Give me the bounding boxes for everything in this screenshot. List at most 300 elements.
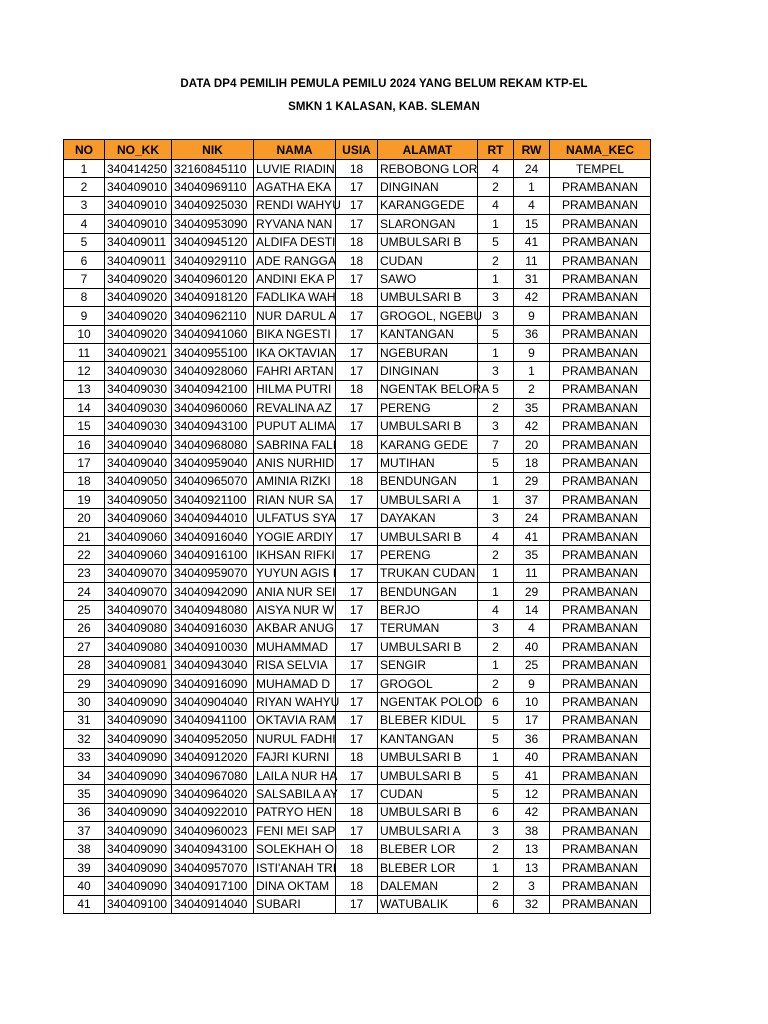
cell-usia[interactable]: 17 — [336, 196, 378, 214]
cell-nik[interactable]: 34040922010 — [172, 803, 254, 821]
cell-rw[interactable]: 9 — [514, 307, 550, 325]
cell-nama[interactable]: IKHSAN RIFKI — [254, 546, 336, 564]
cell-no-kk[interactable]: 340409100 — [105, 895, 172, 913]
cell-nik[interactable]: 34040960120 — [172, 270, 254, 288]
cell-rt[interactable]: 1 — [478, 748, 514, 766]
cell-rt[interactable]: 5 — [478, 233, 514, 251]
cell-rt[interactable]: 3 — [478, 822, 514, 840]
cell-nama-kec[interactable]: PRAMBANAN — [550, 288, 651, 306]
cell-usia[interactable]: 18 — [336, 748, 378, 766]
cell-no[interactable]: 35 — [64, 785, 105, 803]
cell-usia[interactable]: 17 — [336, 601, 378, 619]
cell-nik[interactable]: 34040945120 — [172, 233, 254, 251]
cell-rt[interactable]: 2 — [478, 251, 514, 269]
cell-nama-kec[interactable]: PRAMBANAN — [550, 251, 651, 269]
cell-no-kk[interactable]: 340409020 — [105, 288, 172, 306]
cell-nama[interactable]: NUR DARUL A — [254, 307, 336, 325]
cell-nama-kec[interactable]: PRAMBANAN — [550, 858, 651, 876]
cell-nama[interactable]: ADE RANGGA — [254, 251, 336, 269]
cell-no-kk[interactable]: 340409090 — [105, 766, 172, 784]
cell-nik[interactable]: 34040969110 — [172, 178, 254, 196]
cell-alamat[interactable]: DALEMAN — [378, 877, 478, 895]
cell-nama[interactable]: ULFATUS SYA — [254, 509, 336, 527]
cell-nik[interactable]: 34040964020 — [172, 785, 254, 803]
cell-nama[interactable]: RIYAN WAHYU — [254, 693, 336, 711]
header-rt[interactable]: RT — [478, 140, 514, 160]
cell-rw[interactable]: 3 — [514, 877, 550, 895]
cell-usia[interactable]: 17 — [336, 362, 378, 380]
cell-usia[interactable]: 17 — [336, 270, 378, 288]
cell-alamat[interactable]: UMBULSARI B — [378, 748, 478, 766]
cell-no[interactable]: 34 — [64, 766, 105, 784]
cell-nama[interactable]: SUBARI — [254, 895, 336, 913]
cell-nik[interactable]: 34040941100 — [172, 711, 254, 729]
cell-rw[interactable]: 4 — [514, 619, 550, 637]
cell-usia[interactable]: 18 — [336, 472, 378, 490]
cell-usia[interactable]: 17 — [336, 417, 378, 435]
cell-usia[interactable]: 18 — [336, 160, 378, 178]
cell-nama[interactable]: RIAN NUR SA — [254, 491, 336, 509]
cell-rw[interactable]: 13 — [514, 840, 550, 858]
cell-rt[interactable]: 5 — [478, 730, 514, 748]
cell-nama[interactable]: MUHAMMAD — [254, 638, 336, 656]
cell-no-kk[interactable]: 340409020 — [105, 307, 172, 325]
cell-alamat[interactable]: KANTANGAN — [378, 730, 478, 748]
cell-nama[interactable]: ISTI'ANAH TRI — [254, 858, 336, 876]
cell-nama[interactable]: NURUL FADHI — [254, 730, 336, 748]
cell-rw[interactable]: 38 — [514, 822, 550, 840]
cell-alamat[interactable]: REBOBONG LOR — [378, 160, 478, 178]
cell-nik[interactable]: 34040916100 — [172, 546, 254, 564]
cell-usia[interactable]: 17 — [336, 527, 378, 545]
cell-no[interactable]: 36 — [64, 803, 105, 821]
cell-nama[interactable]: SALSABILA AY — [254, 785, 336, 803]
cell-rw[interactable]: 29 — [514, 582, 550, 600]
cell-usia[interactable]: 17 — [336, 307, 378, 325]
cell-no-kk[interactable]: 340409090 — [105, 840, 172, 858]
cell-rw[interactable]: 1 — [514, 362, 550, 380]
cell-rt[interactable]: 1 — [478, 564, 514, 582]
cell-rw[interactable]: 32 — [514, 895, 550, 913]
cell-usia[interactable]: 18 — [336, 803, 378, 821]
cell-alamat[interactable]: UMBULSARI B — [378, 233, 478, 251]
cell-rt[interactable]: 6 — [478, 803, 514, 821]
cell-usia[interactable]: 17 — [336, 491, 378, 509]
cell-alamat[interactable]: BENDUNGAN — [378, 582, 478, 600]
cell-rw[interactable]: 42 — [514, 288, 550, 306]
cell-rw[interactable]: 13 — [514, 858, 550, 876]
cell-nik[interactable]: 34040960023 — [172, 822, 254, 840]
cell-no-kk[interactable]: 340409090 — [105, 803, 172, 821]
cell-rt[interactable]: 3 — [478, 307, 514, 325]
cell-nama-kec[interactable]: PRAMBANAN — [550, 601, 651, 619]
cell-rt[interactable]: 3 — [478, 288, 514, 306]
cell-rt[interactable]: 2 — [478, 674, 514, 692]
cell-usia[interactable]: 18 — [336, 435, 378, 453]
cell-no[interactable]: 13 — [64, 380, 105, 398]
cell-usia[interactable]: 18 — [336, 858, 378, 876]
cell-rt[interactable]: 1 — [478, 215, 514, 233]
cell-nama[interactable]: PUPUT ALIMA — [254, 417, 336, 435]
cell-no[interactable]: 9 — [64, 307, 105, 325]
cell-alamat[interactable]: BLEBER LOR — [378, 840, 478, 858]
cell-nik[interactable]: 34040942100 — [172, 380, 254, 398]
cell-no[interactable]: 11 — [64, 343, 105, 361]
header-alamat[interactable]: ALAMAT — [378, 140, 478, 160]
cell-rw[interactable]: 35 — [514, 399, 550, 417]
cell-no-kk[interactable]: 340409010 — [105, 178, 172, 196]
cell-rw[interactable]: 20 — [514, 435, 550, 453]
cell-usia[interactable]: 17 — [336, 730, 378, 748]
cell-nama[interactable]: AMINIA RIZKI — [254, 472, 336, 490]
cell-alamat[interactable]: KANTANGAN — [378, 325, 478, 343]
cell-alamat[interactable]: UMBULSARI B — [378, 288, 478, 306]
cell-usia[interactable]: 18 — [336, 233, 378, 251]
cell-rw[interactable]: 37 — [514, 491, 550, 509]
cell-rw[interactable]: 18 — [514, 454, 550, 472]
cell-rt[interactable]: 5 — [478, 766, 514, 784]
cell-alamat[interactable]: TRUKAN CUDAN — [378, 564, 478, 582]
cell-nik[interactable]: 34040928060 — [172, 362, 254, 380]
cell-nik[interactable]: 34040959040 — [172, 454, 254, 472]
cell-no[interactable]: 33 — [64, 748, 105, 766]
cell-no-kk[interactable]: 340409050 — [105, 472, 172, 490]
cell-alamat[interactable]: GROGOL, NGEBU — [378, 307, 478, 325]
cell-nik[interactable]: 34040955100 — [172, 343, 254, 361]
cell-nik[interactable]: 34040959070 — [172, 564, 254, 582]
cell-alamat[interactable]: KARANGGEDE — [378, 196, 478, 214]
cell-rw[interactable]: 24 — [514, 160, 550, 178]
cell-alamat[interactable]: KARANG GEDE — [378, 435, 478, 453]
cell-no[interactable]: 14 — [64, 399, 105, 417]
cell-no[interactable]: 23 — [64, 564, 105, 582]
cell-alamat[interactable]: UMBULSARI B — [378, 417, 478, 435]
cell-no-kk[interactable]: 340409090 — [105, 730, 172, 748]
cell-alamat[interactable]: NGENTAK POLOD — [378, 693, 478, 711]
cell-no[interactable]: 8 — [64, 288, 105, 306]
cell-nama[interactable]: FENI MEI SAP — [254, 822, 336, 840]
cell-nik[interactable]: 34040916090 — [172, 674, 254, 692]
cell-rt[interactable]: 5 — [478, 454, 514, 472]
cell-nama-kec[interactable]: PRAMBANAN — [550, 307, 651, 325]
cell-nama[interactable]: SABRINA FALI — [254, 435, 336, 453]
cell-usia[interactable]: 17 — [336, 895, 378, 913]
cell-no[interactable]: 7 — [64, 270, 105, 288]
cell-alamat[interactable]: CUDAN — [378, 251, 478, 269]
cell-usia[interactable]: 17 — [336, 325, 378, 343]
cell-rt[interactable]: 4 — [478, 527, 514, 545]
cell-alamat[interactable]: BLEBER LOR — [378, 858, 478, 876]
cell-rt[interactable]: 6 — [478, 895, 514, 913]
cell-nik[interactable]: 34040921100 — [172, 491, 254, 509]
cell-rw[interactable]: 4 — [514, 196, 550, 214]
cell-usia[interactable]: 17 — [336, 343, 378, 361]
cell-nama[interactable]: OKTAVIA RAM — [254, 711, 336, 729]
cell-usia[interactable]: 17 — [336, 766, 378, 784]
cell-rt[interactable]: 4 — [478, 160, 514, 178]
cell-alamat[interactable]: UMBULSARI A — [378, 491, 478, 509]
cell-rw[interactable]: 11 — [514, 564, 550, 582]
cell-nama[interactable]: ANIS NURHID — [254, 454, 336, 472]
header-no-kk[interactable]: NO_KK — [105, 140, 172, 160]
cell-nama-kec[interactable]: PRAMBANAN — [550, 215, 651, 233]
cell-rt[interactable]: 1 — [478, 491, 514, 509]
cell-nama-kec[interactable]: PRAMBANAN — [550, 527, 651, 545]
cell-no[interactable]: 28 — [64, 656, 105, 674]
cell-nama[interactable]: FADLIKA WAH — [254, 288, 336, 306]
cell-rw[interactable]: 14 — [514, 601, 550, 619]
cell-alamat[interactable]: PERENG — [378, 399, 478, 417]
cell-nik[interactable]: 34040942090 — [172, 582, 254, 600]
cell-no-kk[interactable]: 340409090 — [105, 674, 172, 692]
cell-no[interactable]: 19 — [64, 491, 105, 509]
cell-no[interactable]: 37 — [64, 822, 105, 840]
cell-rw[interactable]: 12 — [514, 785, 550, 803]
cell-nik[interactable]: 34040944010 — [172, 509, 254, 527]
cell-rt[interactable]: 2 — [478, 840, 514, 858]
cell-alamat[interactable]: GROGOL — [378, 674, 478, 692]
cell-rt[interactable]: 5 — [478, 711, 514, 729]
cell-no-kk[interactable]: 340409060 — [105, 546, 172, 564]
cell-rt[interactable]: 2 — [478, 178, 514, 196]
cell-alamat[interactable]: WATUBALIK — [378, 895, 478, 913]
cell-alamat[interactable]: SLARONGAN — [378, 215, 478, 233]
cell-nama-kec[interactable]: TEMPEL — [550, 160, 651, 178]
cell-no-kk[interactable]: 340409030 — [105, 417, 172, 435]
cell-no-kk[interactable]: 340409090 — [105, 748, 172, 766]
cell-usia[interactable]: 17 — [336, 215, 378, 233]
cell-no-kk[interactable]: 340409040 — [105, 435, 172, 453]
cell-nik[interactable]: 34040968080 — [172, 435, 254, 453]
cell-usia[interactable]: 18 — [336, 877, 378, 895]
cell-rt[interactable]: 3 — [478, 362, 514, 380]
cell-usia[interactable]: 17 — [336, 546, 378, 564]
cell-nik[interactable]: 34040960060 — [172, 399, 254, 417]
cell-rt[interactable]: 2 — [478, 638, 514, 656]
cell-nama[interactable]: YOGIE ARDIY — [254, 527, 336, 545]
cell-alamat[interactable]: UMBULSARI B — [378, 638, 478, 656]
cell-alamat[interactable]: UMBULSARI B — [378, 766, 478, 784]
cell-alamat[interactable]: DINGINAN — [378, 362, 478, 380]
cell-no-kk[interactable]: 340409090 — [105, 858, 172, 876]
cell-nama[interactable]: YUYUN AGIS I — [254, 564, 336, 582]
cell-nama[interactable]: DINA OKTAM — [254, 877, 336, 895]
cell-usia[interactable]: 18 — [336, 380, 378, 398]
cell-nik[interactable]: 32160845110 — [172, 160, 254, 178]
cell-nik[interactable]: 34040953090 — [172, 215, 254, 233]
cell-rw[interactable]: 24 — [514, 509, 550, 527]
cell-rw[interactable]: 11 — [514, 251, 550, 269]
cell-nama-kec[interactable]: PRAMBANAN — [550, 638, 651, 656]
cell-nik[interactable]: 34040941060 — [172, 325, 254, 343]
cell-rw[interactable]: 41 — [514, 766, 550, 784]
cell-nama[interactable]: IKA OKTAVIAN — [254, 343, 336, 361]
cell-nama-kec[interactable]: PRAMBANAN — [550, 803, 651, 821]
cell-nama-kec[interactable]: PRAMBANAN — [550, 582, 651, 600]
cell-no[interactable]: 27 — [64, 638, 105, 656]
cell-rw[interactable]: 25 — [514, 656, 550, 674]
cell-nik[interactable]: 34040916040 — [172, 527, 254, 545]
cell-rt[interactable]: 6 — [478, 693, 514, 711]
cell-nik[interactable]: 34040917100 — [172, 877, 254, 895]
cell-usia[interactable]: 17 — [336, 399, 378, 417]
cell-no-kk[interactable]: 340414250 — [105, 160, 172, 178]
cell-no-kk[interactable]: 340409010 — [105, 215, 172, 233]
cell-rw[interactable]: 42 — [514, 417, 550, 435]
cell-rt[interactable]: 5 — [478, 325, 514, 343]
cell-rw[interactable]: 9 — [514, 674, 550, 692]
cell-usia[interactable]: 17 — [336, 656, 378, 674]
cell-alamat[interactable]: BLEBER KIDUL — [378, 711, 478, 729]
cell-rt[interactable]: 3 — [478, 417, 514, 435]
cell-rt[interactable]: 2 — [478, 877, 514, 895]
cell-nama-kec[interactable]: PRAMBANAN — [550, 435, 651, 453]
cell-usia[interactable]: 17 — [336, 638, 378, 656]
cell-nama-kec[interactable]: PRAMBANAN — [550, 472, 651, 490]
cell-nik[interactable]: 34040912020 — [172, 748, 254, 766]
cell-rt[interactable]: 1 — [478, 656, 514, 674]
cell-nama[interactable]: FAHRI ARTAN — [254, 362, 336, 380]
cell-no-kk[interactable]: 340409090 — [105, 693, 172, 711]
cell-nama-kec[interactable]: PRAMBANAN — [550, 656, 651, 674]
cell-nik[interactable]: 34040904040 — [172, 693, 254, 711]
cell-nama[interactable]: ANIA NUR SEI — [254, 582, 336, 600]
cell-nama[interactable]: REVALINA AZ — [254, 399, 336, 417]
cell-no[interactable]: 41 — [64, 895, 105, 913]
cell-rt[interactable]: 2 — [478, 546, 514, 564]
cell-nik[interactable]: 34040910030 — [172, 638, 254, 656]
cell-alamat[interactable]: BERJO — [378, 601, 478, 619]
cell-alamat[interactable]: DAYAKAN — [378, 509, 478, 527]
cell-nama[interactable]: ALDIFA DESTI — [254, 233, 336, 251]
cell-alamat[interactable]: UMBULSARI B — [378, 527, 478, 545]
cell-no[interactable]: 4 — [64, 215, 105, 233]
cell-usia[interactable]: 17 — [336, 178, 378, 196]
cell-rt[interactable]: 1 — [478, 858, 514, 876]
cell-no-kk[interactable]: 340409090 — [105, 877, 172, 895]
cell-alamat[interactable]: NGENTAK BELORA — [378, 380, 478, 398]
cell-nama[interactable]: HILMA PUTRI — [254, 380, 336, 398]
cell-no[interactable]: 21 — [64, 527, 105, 545]
cell-nama[interactable]: SOLEKHAH OI — [254, 840, 336, 858]
cell-nama-kec[interactable]: PRAMBANAN — [550, 491, 651, 509]
cell-no[interactable]: 2 — [64, 178, 105, 196]
cell-rw[interactable]: 40 — [514, 748, 550, 766]
cell-no-kk[interactable]: 340409020 — [105, 325, 172, 343]
cell-rt[interactable]: 4 — [478, 601, 514, 619]
header-nama[interactable]: NAMA — [254, 140, 336, 160]
cell-nama-kec[interactable]: PRAMBANAN — [550, 380, 651, 398]
cell-no-kk[interactable]: 340409090 — [105, 785, 172, 803]
cell-no-kk[interactable]: 340409040 — [105, 454, 172, 472]
header-nama-kec[interactable]: NAMA_KEC — [550, 140, 651, 160]
cell-no-kk[interactable]: 340409011 — [105, 233, 172, 251]
cell-nama[interactable]: RISA SELVIA — [254, 656, 336, 674]
header-nik[interactable]: NIK — [172, 140, 254, 160]
cell-rw[interactable]: 29 — [514, 472, 550, 490]
cell-nama-kec[interactable]: PRAMBANAN — [550, 233, 651, 251]
cell-no-kk[interactable]: 340409070 — [105, 582, 172, 600]
cell-alamat[interactable]: CUDAN — [378, 785, 478, 803]
cell-usia[interactable]: 18 — [336, 251, 378, 269]
cell-usia[interactable]: 17 — [336, 509, 378, 527]
cell-no-kk[interactable]: 340409090 — [105, 711, 172, 729]
cell-nik[interactable]: 34040914040 — [172, 895, 254, 913]
cell-nama[interactable]: AISYA NUR W — [254, 601, 336, 619]
cell-no-kk[interactable]: 340409010 — [105, 196, 172, 214]
header-no[interactable]: NO — [64, 140, 105, 160]
cell-rw[interactable]: 40 — [514, 638, 550, 656]
cell-no[interactable]: 3 — [64, 196, 105, 214]
cell-alamat[interactable]: PERENG — [378, 546, 478, 564]
cell-nama-kec[interactable]: PRAMBANAN — [550, 730, 651, 748]
cell-no-kk[interactable]: 340409090 — [105, 822, 172, 840]
cell-nama-kec[interactable]: PRAMBANAN — [550, 766, 651, 784]
cell-no[interactable]: 26 — [64, 619, 105, 637]
cell-nama-kec[interactable]: PRAMBANAN — [550, 417, 651, 435]
cell-no[interactable]: 5 — [64, 233, 105, 251]
cell-nama-kec[interactable]: PRAMBANAN — [550, 509, 651, 527]
cell-usia[interactable]: 17 — [336, 693, 378, 711]
cell-rw[interactable]: 42 — [514, 803, 550, 821]
cell-nik[interactable]: 34040929110 — [172, 251, 254, 269]
cell-no-kk[interactable]: 340409020 — [105, 270, 172, 288]
cell-no[interactable]: 40 — [64, 877, 105, 895]
cell-rw[interactable]: 41 — [514, 527, 550, 545]
cell-alamat[interactable]: TERUMAN — [378, 619, 478, 637]
cell-nik[interactable]: 34040943100 — [172, 840, 254, 858]
cell-usia[interactable]: 17 — [336, 454, 378, 472]
cell-no[interactable]: 25 — [64, 601, 105, 619]
cell-no-kk[interactable]: 340409050 — [105, 491, 172, 509]
cell-nik[interactable]: 34040957070 — [172, 858, 254, 876]
cell-rt[interactable]: 7 — [478, 435, 514, 453]
cell-nik[interactable]: 34040916030 — [172, 619, 254, 637]
cell-nik[interactable]: 34040918120 — [172, 288, 254, 306]
cell-rt[interactable]: 3 — [478, 619, 514, 637]
cell-nama[interactable]: MUHAMAD D — [254, 674, 336, 692]
cell-nama[interactable]: AKBAR ANUG — [254, 619, 336, 637]
cell-nama-kec[interactable]: PRAMBANAN — [550, 840, 651, 858]
cell-rw[interactable]: 9 — [514, 343, 550, 361]
cell-no-kk[interactable]: 340409030 — [105, 399, 172, 417]
cell-rt[interactable]: 2 — [478, 399, 514, 417]
cell-nik[interactable]: 34040943040 — [172, 656, 254, 674]
cell-no[interactable]: 32 — [64, 730, 105, 748]
cell-rw[interactable]: 15 — [514, 215, 550, 233]
cell-nik[interactable]: 34040948080 — [172, 601, 254, 619]
cell-rt[interactable]: 5 — [478, 380, 514, 398]
cell-no-kk[interactable]: 340409030 — [105, 380, 172, 398]
cell-rw[interactable]: 31 — [514, 270, 550, 288]
cell-alamat[interactable]: NGEBURAN — [378, 343, 478, 361]
cell-nama-kec[interactable]: PRAMBANAN — [550, 785, 651, 803]
cell-no-kk[interactable]: 340409081 — [105, 656, 172, 674]
cell-nama[interactable]: FAJRI KURNI — [254, 748, 336, 766]
cell-nama-kec[interactable]: PRAMBANAN — [550, 619, 651, 637]
cell-no[interactable]: 22 — [64, 546, 105, 564]
cell-rw[interactable]: 36 — [514, 730, 550, 748]
cell-usia[interactable]: 17 — [336, 711, 378, 729]
cell-nama-kec[interactable]: PRAMBANAN — [550, 399, 651, 417]
cell-nik[interactable]: 34040965070 — [172, 472, 254, 490]
cell-no[interactable]: 39 — [64, 858, 105, 876]
cell-nik[interactable]: 34040943100 — [172, 417, 254, 435]
cell-nik[interactable]: 34040952050 — [172, 730, 254, 748]
cell-no[interactable]: 6 — [64, 251, 105, 269]
cell-nama-kec[interactable]: PRAMBANAN — [550, 822, 651, 840]
cell-usia[interactable]: 17 — [336, 785, 378, 803]
